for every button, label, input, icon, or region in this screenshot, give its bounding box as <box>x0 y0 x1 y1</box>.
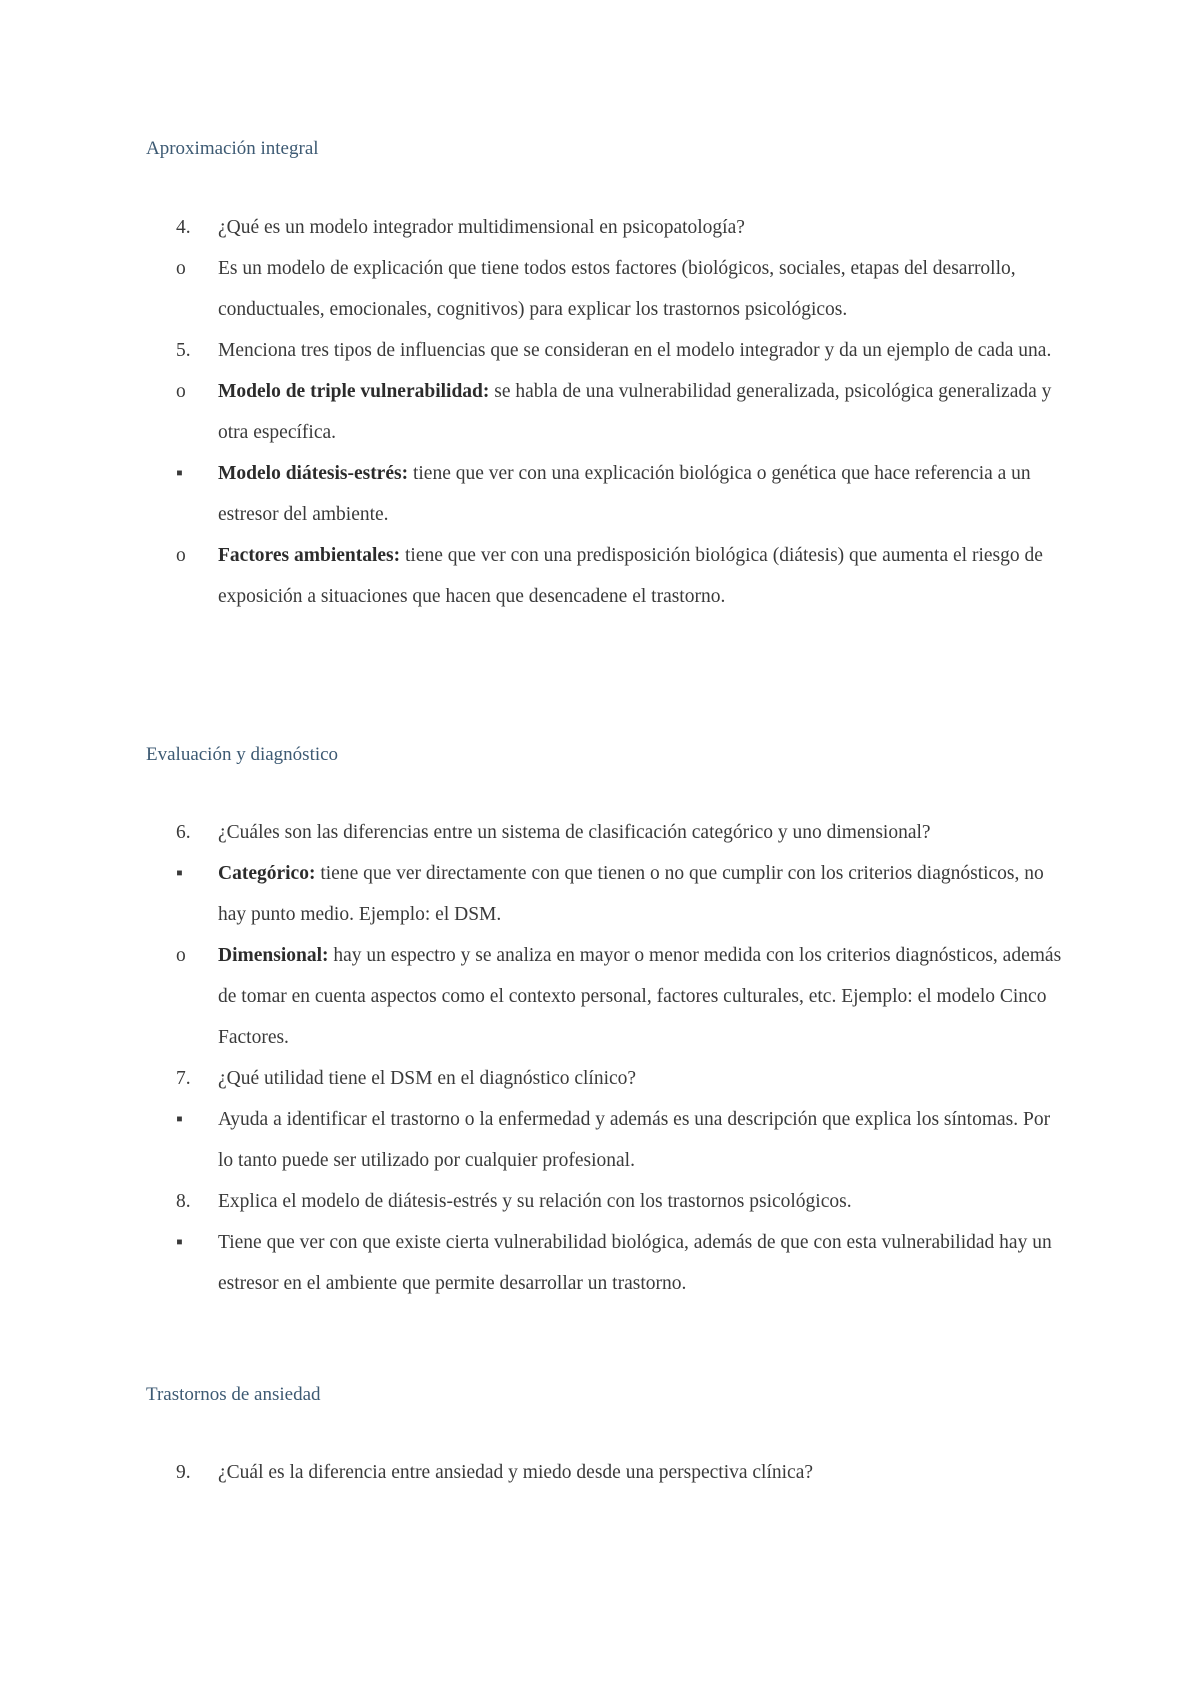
list-item <box>146 853 1066 935</box>
item-text: Menciona tres tipos de influencias que se consideran en el modelo integrador y da un ejemplo de cada una. <box>218 340 1052 361</box>
list-item <box>146 1099 1066 1181</box>
list-item <box>146 535 1066 617</box>
item-text: se habla de una vulnerabilidad generalizada, psicológica generalizada y otra específica. <box>218 381 1052 443</box>
item-text: tiene que ver directamente con que tienen o no que cumplir con los criterios diagnósticos, no hay punto medio. Ejemplo: el DSM. <box>218 863 1044 925</box>
list-marker: ▪ <box>176 863 183 884</box>
item-text: ¿Cuál es la diferencia entre ansiedad y miedo desde una perspectiva clínica? <box>218 1462 814 1483</box>
list-item <box>146 207 1066 248</box>
item-bold-label: Dimensional: <box>218 945 329 966</box>
section-heading-ansiedad: Trastornos de ansiedad <box>146 1384 321 1405</box>
list-marker: o <box>176 258 186 279</box>
section-heading-aproximacion: Aproximación integral <box>146 138 319 159</box>
item-bold-label: Modelo diátesis-estrés: <box>218 463 409 484</box>
item-text: Es un modelo de explicación que tiene todos estos factores (biológicos, sociales, etapas del desarrollo, conductuales, emocionales, cognitivos) para explicar los trastornos psicológicos. <box>218 258 1016 320</box>
list-item <box>146 812 1066 853</box>
item-text: ¿Qué es un modelo integrador multidimensional en psicopatología? <box>218 217 745 238</box>
item-bold-label: Categórico: <box>218 863 316 884</box>
item-text: Tiene que ver con que existe cierta vulnerabilidad biológica, además de que con esta vulnerabilidad hay un estresor en el ambiente que permite desarrollar un trastorno. <box>218 1232 1052 1294</box>
item-text: tiene que ver con una predisposición biológica (diátesis) que aumenta el riesgo de exposición a situaciones que hacen que desencadene el trastorno. <box>218 545 1043 607</box>
list-marker: o <box>176 545 186 566</box>
list-marker: o <box>176 945 186 966</box>
list-marker: ▪ <box>176 1232 183 1253</box>
item-text: tiene que ver con una explicación biológica o genética que hace referencia a un estresor del ambiente. <box>218 463 1031 525</box>
list-marker: o <box>176 381 186 402</box>
list-item <box>146 1452 1066 1493</box>
item-bold-label: Modelo de triple vulnerabilidad: <box>218 381 490 402</box>
list-item <box>146 453 1066 535</box>
list-marker: 4. <box>176 217 191 238</box>
list-item <box>146 1058 1066 1099</box>
item-bold-label: Factores ambientales: <box>218 545 401 566</box>
item-text: Explica el modelo de diátesis-estrés y su relación con los trastornos psicológicos. <box>218 1191 852 1212</box>
question-list-evaluacion <box>146 812 1066 1304</box>
list-item <box>146 248 1066 330</box>
list-marker: 7. <box>176 1068 191 1089</box>
list-marker: ▪ <box>176 1109 183 1130</box>
item-text: ¿Cuáles son las diferencias entre un sistema de clasificación categórico y uno dimensional? <box>218 822 931 843</box>
question-list-ansiedad <box>146 1452 1066 1493</box>
list-marker: 6. <box>176 822 191 843</box>
list-marker: 5. <box>176 340 191 361</box>
list-marker: 8. <box>176 1191 191 1212</box>
item-text: ¿Qué utilidad tiene el DSM en el diagnóstico clínico? <box>218 1068 637 1089</box>
list-marker: 9. <box>176 1462 191 1483</box>
list-item <box>146 1181 1066 1222</box>
item-text: Ayuda a identificar el trastorno o la enfermedad y además es una descripción que explica los síntomas. Por lo tanto puede ser utilizado por cualquier profesional. <box>218 1109 1051 1171</box>
list-marker: ▪ <box>176 463 183 484</box>
list-item <box>146 1222 1066 1304</box>
section-heading-evaluacion: Evaluación y diagnóstico <box>146 744 339 765</box>
list-item <box>146 935 1066 1058</box>
question-list-aproximacion <box>146 207 1066 617</box>
list-item <box>146 330 1066 371</box>
item-text: hay un espectro y se analiza en mayor o menor medida con los criterios diagnósticos, además de tomar en cuenta aspectos como el contexto personal, factores culturales, etc. Ejemplo: el modelo Cinco Factores. <box>218 945 1062 1048</box>
list-item <box>146 371 1066 453</box>
